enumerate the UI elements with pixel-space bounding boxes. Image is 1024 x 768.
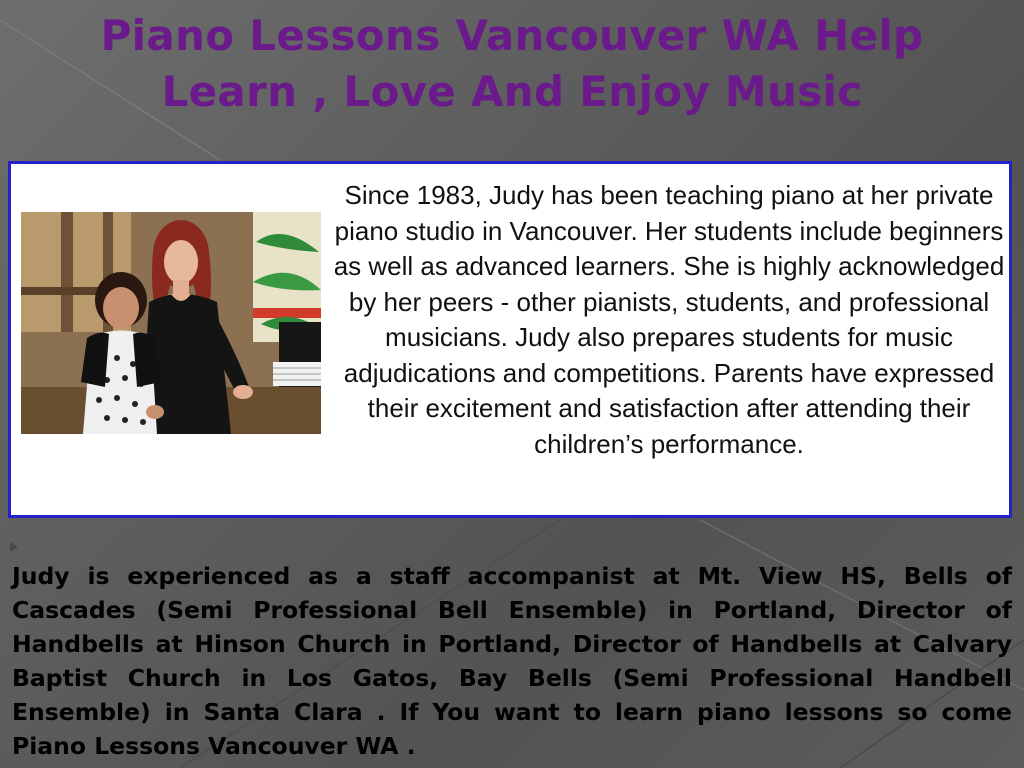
experience-text: Judy is experienced as a staff accompanist at Mt. View HS, Bells of Cascades (Semi Professional Bell Ensemble) in Portland, Director of Handbells at Hinson Church in Portland, Director of Handbells at Calvary Baptist Church in Los Gatos, Bay Bells (Semi Professional Handbell Ensemble) in Santa Clara . If You want to learn piano lessons so come Piano Lessons Vancouver WA . <box>12 562 1012 760</box>
content-box <box>8 161 1012 518</box>
slide-title: Piano Lessons Vancouver WA Help Learn , Love And Enjoy Music <box>100 11 924 116</box>
teacher-student-photo <box>21 212 321 434</box>
bullet-arrow-icon <box>10 542 18 552</box>
description-text: Since 1983, Judy has been teaching piano at her private piano studio in Vancouver. Her students include beginners as well as advanced learners. She is highly acknowledged by her peers - other pianists, students, and professional musicians. Judy also prepares students for music adjudications and competitions. Parents have expressed their excitement and satisfaction after attending their children’s performance. <box>333 180 1005 459</box>
